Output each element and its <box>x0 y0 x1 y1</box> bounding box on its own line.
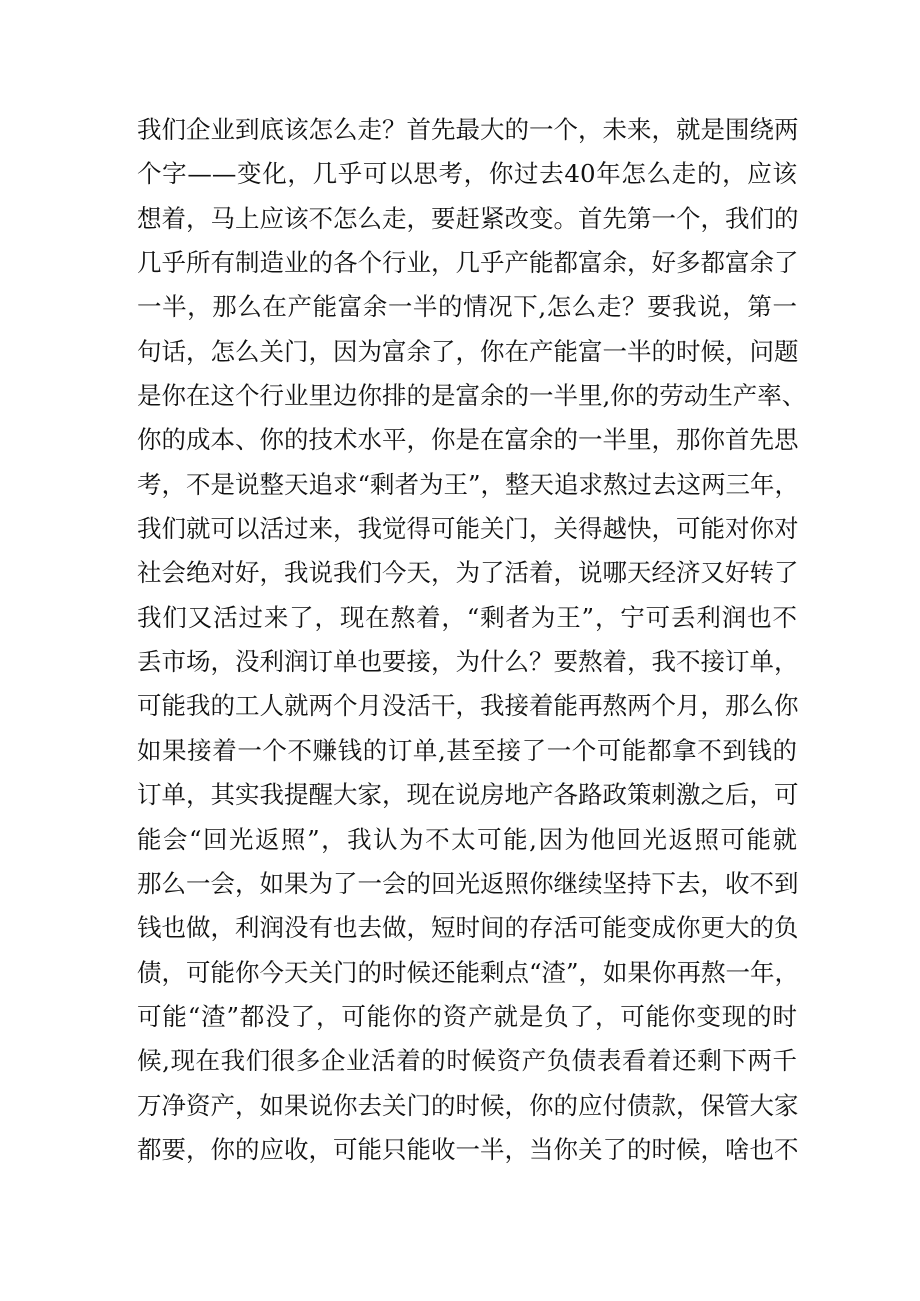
text-line: 丢市场，没利润订单也要接，为什么？要熬着，我不接订单， <box>137 647 799 677</box>
text-line: 能会“回光返照”，我认为不太可能,因为他回光返照可能就 <box>137 824 797 854</box>
text-line: 是你在这个行业里边你排的是富余的一半里,你的劳动生产率、 <box>137 381 807 411</box>
text-line: 你的成本、你的技术水平，你是在富余的一半里，那你首先思 <box>137 425 799 455</box>
text-line: 如果接着一个不赚钱的订单,甚至接了一个可能都拿不到钱的 <box>137 735 797 765</box>
text-line: 个字——变化，几乎可以思考，你过去40年怎么走的，应该 <box>137 159 797 189</box>
text-line: 考，不是说整天追求“剩者为王”，整天追求熬过去这两三年， <box>137 469 800 499</box>
text-line: 我们就可以活过来，我觉得可能关门，关得越快，可能对你对 <box>137 514 799 544</box>
text-line: 我们企业到底该怎么走？首先最大的一个，未来，就是围绕两 <box>137 115 799 144</box>
text-line: 想着，马上应该不怎么走，要赶紧改变。首先第一个，我们的 <box>137 203 799 233</box>
text-line: 可能“渣”都没了，可能你的资产就是负了，可能你变现的时 <box>137 1001 797 1031</box>
text-line: 钱也做，利润没有也去做，短时间的存活可能变成你更大的负 <box>137 913 799 943</box>
body-paragraph <box>137 108 807 1172</box>
text-line: 候,现在我们很多企业活着的时候资产负债表看着还剩下两千 <box>137 1046 797 1076</box>
text-line: 可能我的工人就两个月没活干，我接着能再熬两个月，那么你 <box>137 691 799 721</box>
text-line: 一半，那么在产能富余一半的情况下,怎么走？要我说，第一 <box>137 292 797 322</box>
text-line: 我们又活过来了，现在熬着，“剩者为王”，宁可丢利润也不 <box>137 602 797 632</box>
text-line: 债，可能你今天关门的时候还能剩点“渣”，如果你再熬一年， <box>137 957 800 987</box>
text-line: 都要，你的应收，可能只能收一半，当你关了的时候，啥也不 <box>137 1134 799 1164</box>
text-line: 几乎所有制造业的各个行业，几乎产能都富余，好多都富余了 <box>137 248 799 278</box>
text-line: 社会绝对好，我说我们今天，为了活着，说哪天经济又好转了 <box>137 558 799 588</box>
text-line: 万净资产，如果说你去关门的时候，你的应付债款，保管大家 <box>137 1090 799 1120</box>
text-line: 订单，其实我提醒大家，现在说房地产各路政策刺激之后，可 <box>137 780 799 810</box>
text-line: 那么一会，如果为了一会的回光返照你继续坚持下去，收不到 <box>137 868 799 898</box>
text-line: 句话，怎么关门，因为富余了，你在产能富一半的时候，问题 <box>137 336 799 366</box>
